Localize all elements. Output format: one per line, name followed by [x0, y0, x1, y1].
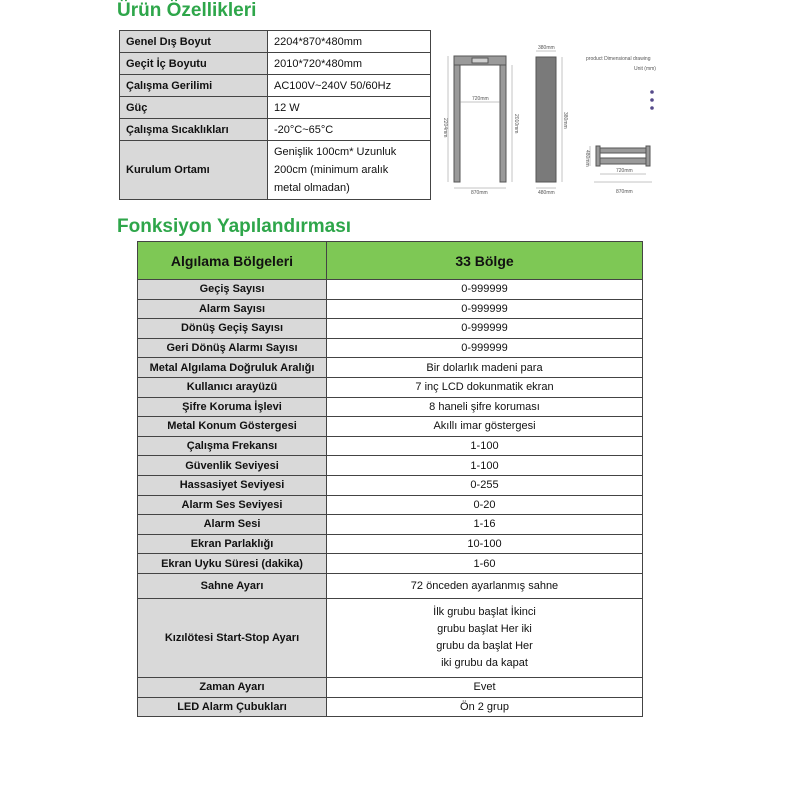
- drawing-caption: product Dimensional drawing: [586, 56, 651, 62]
- dim-label: 870mm: [471, 190, 488, 196]
- row-label: Zaman Ayarı: [138, 677, 327, 697]
- spec-label: Kurulum Ortamı: [120, 141, 268, 200]
- row-label: Şifre Koruma İşlevi: [138, 397, 327, 417]
- row-value: Akıllı imar göstergesi: [327, 417, 643, 437]
- dim-label: 380mm: [562, 112, 568, 129]
- dim-label: 720mm: [616, 168, 633, 174]
- table-row: [138, 338, 643, 358]
- spec-value: 12 W: [268, 97, 431, 119]
- row-label: Güvenlik Seviyesi: [138, 456, 327, 476]
- function-table-header: [138, 242, 643, 280]
- header-label: Algılama Bölgeleri: [138, 242, 327, 280]
- row-value: 0-999999: [327, 280, 643, 300]
- table-row: [138, 495, 643, 515]
- spec-value-line: Genişlik 100cm* Uzunluk: [274, 146, 397, 158]
- left-pillar: [454, 56, 460, 182]
- table-row: [138, 397, 643, 417]
- row-value: [327, 598, 643, 677]
- spec-row: [120, 97, 431, 119]
- row-label: Metal Konum Göstergesi: [138, 417, 327, 437]
- row-label: Alarm Sayısı: [138, 299, 327, 319]
- row-label: Kızılötesi Start-Stop Ayarı: [138, 598, 327, 677]
- row-value: 10-100: [327, 534, 643, 554]
- row-label: Ekran Uyku Süresi (dakika): [138, 554, 327, 574]
- row-label: Sahne Ayarı: [138, 573, 327, 598]
- bullet-dot: [650, 90, 654, 94]
- spec-value-line: 200cm (minimum aralık: [274, 164, 389, 176]
- table-row: [138, 456, 643, 476]
- row-label: LED Alarm Çubukları: [138, 697, 327, 717]
- row-label: Geçiş Sayısı: [138, 280, 327, 300]
- drawing-unit: Unit (mm): [634, 66, 656, 72]
- dim-label: 870mm: [616, 189, 633, 195]
- row-label: Geri Dönüş Alarmı Sayısı: [138, 338, 327, 358]
- row-value: 0-999999: [327, 299, 643, 319]
- top-view-beam: [598, 148, 648, 153]
- table-row: [138, 280, 643, 300]
- table-row: [138, 697, 643, 717]
- spec-value: 2204*870*480mm: [268, 31, 431, 53]
- dimensional-drawing: [438, 42, 664, 204]
- table-row: [138, 436, 643, 456]
- spec-row: [120, 53, 431, 75]
- right-pillar: [500, 56, 506, 182]
- header-value: 33 Bölge: [327, 242, 643, 280]
- spec-table: [119, 30, 431, 200]
- dim-label: 480mm: [584, 150, 590, 167]
- spec-value: -20°C~65°C: [268, 119, 431, 141]
- spec-value: [268, 141, 431, 200]
- spec-row: [120, 141, 431, 200]
- table-row: [138, 475, 643, 495]
- row-value: 1-100: [327, 456, 643, 476]
- dim-label: 380mm: [538, 45, 555, 51]
- table-row: [138, 319, 643, 339]
- top-view-right: [646, 146, 650, 166]
- row-label: Alarm Sesi: [138, 515, 327, 535]
- table-row: [138, 534, 643, 554]
- row-value: Ön 2 grup: [327, 697, 643, 717]
- row-value: 0-255: [327, 475, 643, 495]
- row-value: 1-60: [327, 554, 643, 574]
- side-panel: [536, 57, 556, 182]
- front-view: [454, 56, 506, 182]
- display-panel: [472, 58, 488, 63]
- row-label: Hassasiyet Seviyesi: [138, 475, 327, 495]
- table-row: [138, 515, 643, 535]
- row-value: 0-999999: [327, 338, 643, 358]
- dim-label: 2204mm: [442, 118, 448, 138]
- row-value: 0-999999: [327, 319, 643, 339]
- row-value-line: İlk grubu başlat İkinci: [433, 605, 536, 618]
- row-value: 0-20: [327, 495, 643, 515]
- function-table: [137, 241, 643, 717]
- row-value: Evet: [327, 677, 643, 697]
- dim-label: 2010mm: [513, 114, 519, 134]
- row-label: Ekran Parlaklığı: [138, 534, 327, 554]
- spec-value-line: metal olmadan): [274, 182, 350, 194]
- spec-label: Güç: [120, 97, 268, 119]
- spec-label: Çalışma Gerilimi: [120, 75, 268, 97]
- function-config-heading: Fonksiyon Yapılandırması: [117, 216, 352, 237]
- spec-row: [120, 31, 431, 53]
- spec-value: 2010*720*480mm: [268, 53, 431, 75]
- bullet-dot: [650, 106, 654, 110]
- table-row: [138, 598, 643, 677]
- spec-row: [120, 75, 431, 97]
- row-label: Dönüş Geçiş Sayısı: [138, 319, 327, 339]
- product-features-heading: Ürün Özellikleri: [117, 0, 257, 21]
- row-value: 72 önceden ayarlanmış sahne: [327, 573, 643, 598]
- spec-label: Geçit İç Boyutu: [120, 53, 268, 75]
- row-value: 1-16: [327, 515, 643, 535]
- row-label: Metal Algılama Doğruluk Aralığı: [138, 358, 327, 378]
- top-view-base: [596, 158, 650, 164]
- top-view-left: [596, 146, 600, 166]
- row-value: 8 haneli şifre koruması: [327, 397, 643, 417]
- row-label: Alarm Ses Seviyesi: [138, 495, 327, 515]
- table-row: [138, 358, 643, 378]
- row-value-line: grubu başlat Her iki: [437, 622, 532, 635]
- dim-label: 480mm: [538, 190, 555, 196]
- spec-label: Çalışma Sıcaklıkları: [120, 119, 268, 141]
- table-row: [138, 299, 643, 319]
- row-value: Bir dolarlık madeni para: [327, 358, 643, 378]
- side-view: [536, 51, 562, 188]
- spec-value: AC100V~240V 50/60Hz: [268, 75, 431, 97]
- row-value-line: iki grubu da kapat: [441, 656, 528, 669]
- bullet-dot: [650, 98, 654, 102]
- table-row: [138, 554, 643, 574]
- table-row: [138, 377, 643, 397]
- spec-label: Genel Dış Boyut: [120, 31, 268, 53]
- top-view: [596, 146, 650, 166]
- table-row: [138, 417, 643, 437]
- row-value-line: grubu da başlat Her: [436, 639, 533, 652]
- spec-row: [120, 119, 431, 141]
- dim-label: 720mm: [472, 96, 489, 102]
- table-row: [138, 573, 643, 598]
- row-label: Çalışma Frekansı: [138, 436, 327, 456]
- row-value: 7 inç LCD dokunmatik ekran: [327, 377, 643, 397]
- row-value: 1-100: [327, 436, 643, 456]
- row-label: Kullanıcı arayüzü: [138, 377, 327, 397]
- table-row: [138, 677, 643, 697]
